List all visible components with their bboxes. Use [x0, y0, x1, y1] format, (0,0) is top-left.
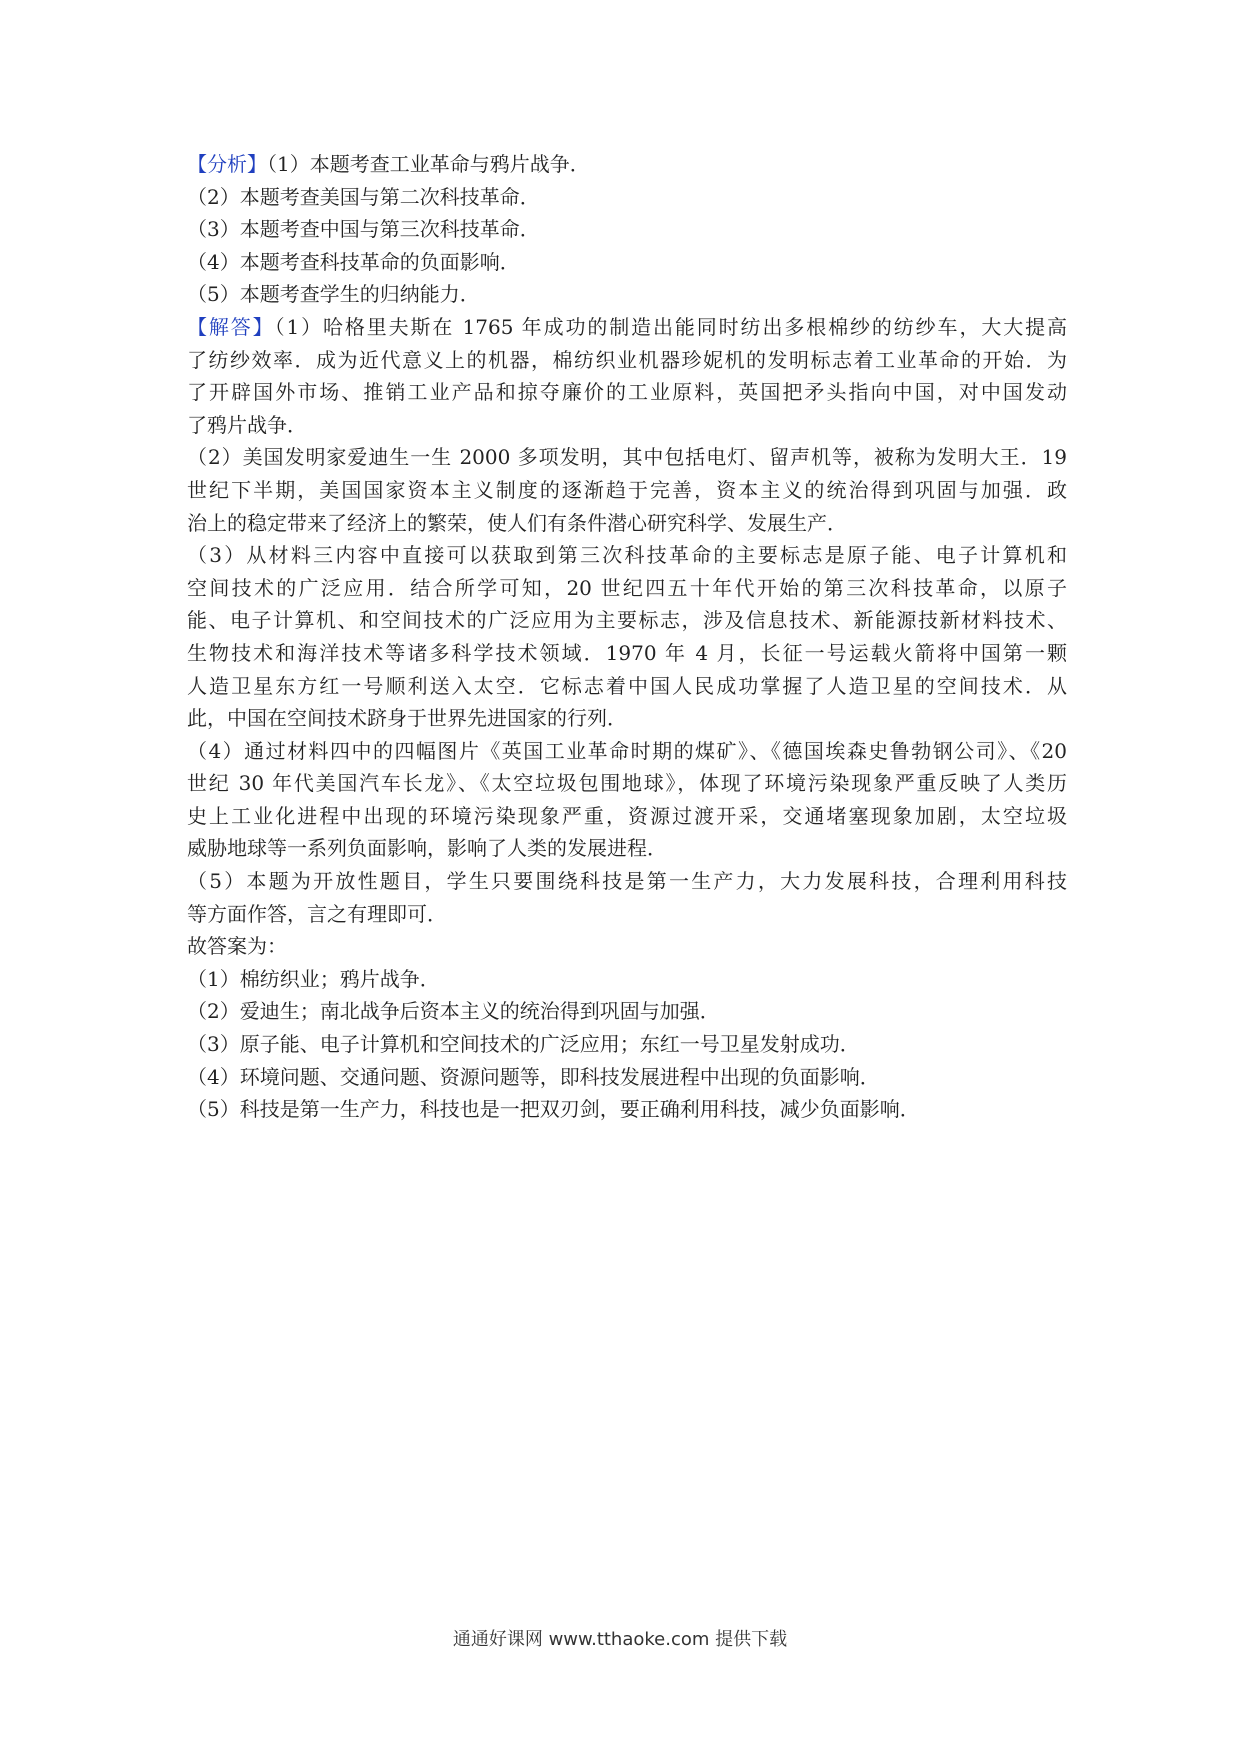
answer-line-3: 了开辟国外市场、推销工业产品和掠夺廉价的工业原料，英国把矛头指向中国，对中国发动: [187, 380, 1067, 405]
answer-line-8: （3）从材料三内容中直接可以获取到第三次科技革命的主要标志是原子能、电子计算机和: [187, 543, 1067, 568]
conclusion-line-2: （2）爱迪生；南北战争后资本主义的统治得到巩固与加强．: [187, 999, 720, 1024]
conclusion-line-1: （1）棉纺织业；鸦片战争．: [187, 966, 440, 991]
answer-line-1: 【解答】（1）哈格里夫斯在 1765 年成功的制造出能同时纺出多根棉纱的纺纱车，大大提高: [187, 314, 1068, 339]
answer-line-14: （4）通过材料四中的四幅图片《英国工业革命时期的煤矿》、《德国埃森史鲁勃钢公司》、《20: [187, 738, 1067, 763]
conclusion-line-4: （4）环境问题、交通问题、资源问题等，即科技发展进程中出现的负面影响．: [187, 1064, 880, 1089]
answer-line-13: 此，中国在空间技术跻身于世界先进国家的行列．: [187, 706, 627, 731]
answer-line-9: 空间技术的广泛应用．结合所学可知，20 世纪四五十年代开始的第三次科技革命，以原子: [187, 575, 1067, 600]
conclusion-intro: 故答案为：: [187, 934, 287, 959]
answer-line-11: 生物技术和海洋技术等诸多科学技术领域．1970 年 4 月，长征一号运载火箭将中国第一颗: [187, 640, 1067, 665]
conclusion-line-5: （5）科技是第一生产力，科技也是一把双刃剑，要正确利用科技，减少负面影响．: [187, 1097, 920, 1122]
answer-tag: 【解答】: [187, 314, 275, 339]
page-footer: 通通好课网 www.tthaoke.com 提供下载: [452, 1629, 788, 1650]
answer-line-5: （2）美国发明家爱迪生一生 2000 多项发明，其中包括电灯、留声机等，被称为发明大王．19: [187, 445, 1067, 470]
answer-line-12: 人造卫星东方红一号顺利送入太空．它标志着中国人民成功掌握了人造卫星的空间技术．从: [187, 673, 1067, 698]
document-body: [187, 148, 1067, 1126]
answer-line-2: 了纺纱效率．成为近代意义上的机器，棉纺织业机器珍妮机的发明标志着工业革命的开始．为: [187, 347, 1067, 372]
analysis-line-4: （4）本题考查科技革命的负面影响．: [187, 249, 520, 274]
analysis-line-2: （2）本题考查美国与第二次科技革命．: [187, 184, 540, 209]
analysis-tag: 【分析】: [187, 152, 267, 176]
analysis-line-1: 【分析】（1）本题考查工业革命与鸦片战争．: [187, 152, 590, 176]
answer-line-7: 治上的稳定带来了经济上的繁荣，使人们有条件潜心研究科学、发展生产．: [187, 510, 847, 535]
answer-line-18: （5）本题为开放性题目，学生只要围绕科技是第一生产力，大力发展科技，合理利用科技: [187, 869, 1067, 894]
answer-line-17: 威胁地球等一系列负面影响，影响了人类的发展进程．: [187, 836, 667, 861]
analysis-line-5: （5）本题考查学生的归纳能力．: [187, 282, 480, 307]
answer-line-16: 史上工业化进程中出现的环境污染现象严重，资源过渡开采，交通堵塞现象加剧，太空垃圾: [187, 803, 1067, 828]
analysis-line-3: （3）本题考查中国与第三次科技革命．: [187, 217, 540, 242]
answer-line-10: 能、电子计算机、和空间技术的广泛应用为主要标志，涉及信息技术、新能源技新材料技术、: [187, 608, 1067, 633]
answer-line-6: 世纪下半期，美国国家资本主义制度的逐渐趋于完善，资本主义的统治得到巩固与加强．政: [187, 477, 1067, 502]
answer-line-19: 等方面作答，言之有理即可．: [187, 901, 447, 926]
answer-line-4: 了鸦片战争．: [187, 412, 307, 437]
answer-line-15: 世纪 30 年代美国汽车长龙》、《太空垃圾包围地球》，体现了环境污染现象严重反映了人类历: [187, 771, 1067, 796]
conclusion-line-3: （3）原子能、电子计算机和空间技术的广泛应用；东红一号卫星发射成功．: [187, 1032, 860, 1057]
